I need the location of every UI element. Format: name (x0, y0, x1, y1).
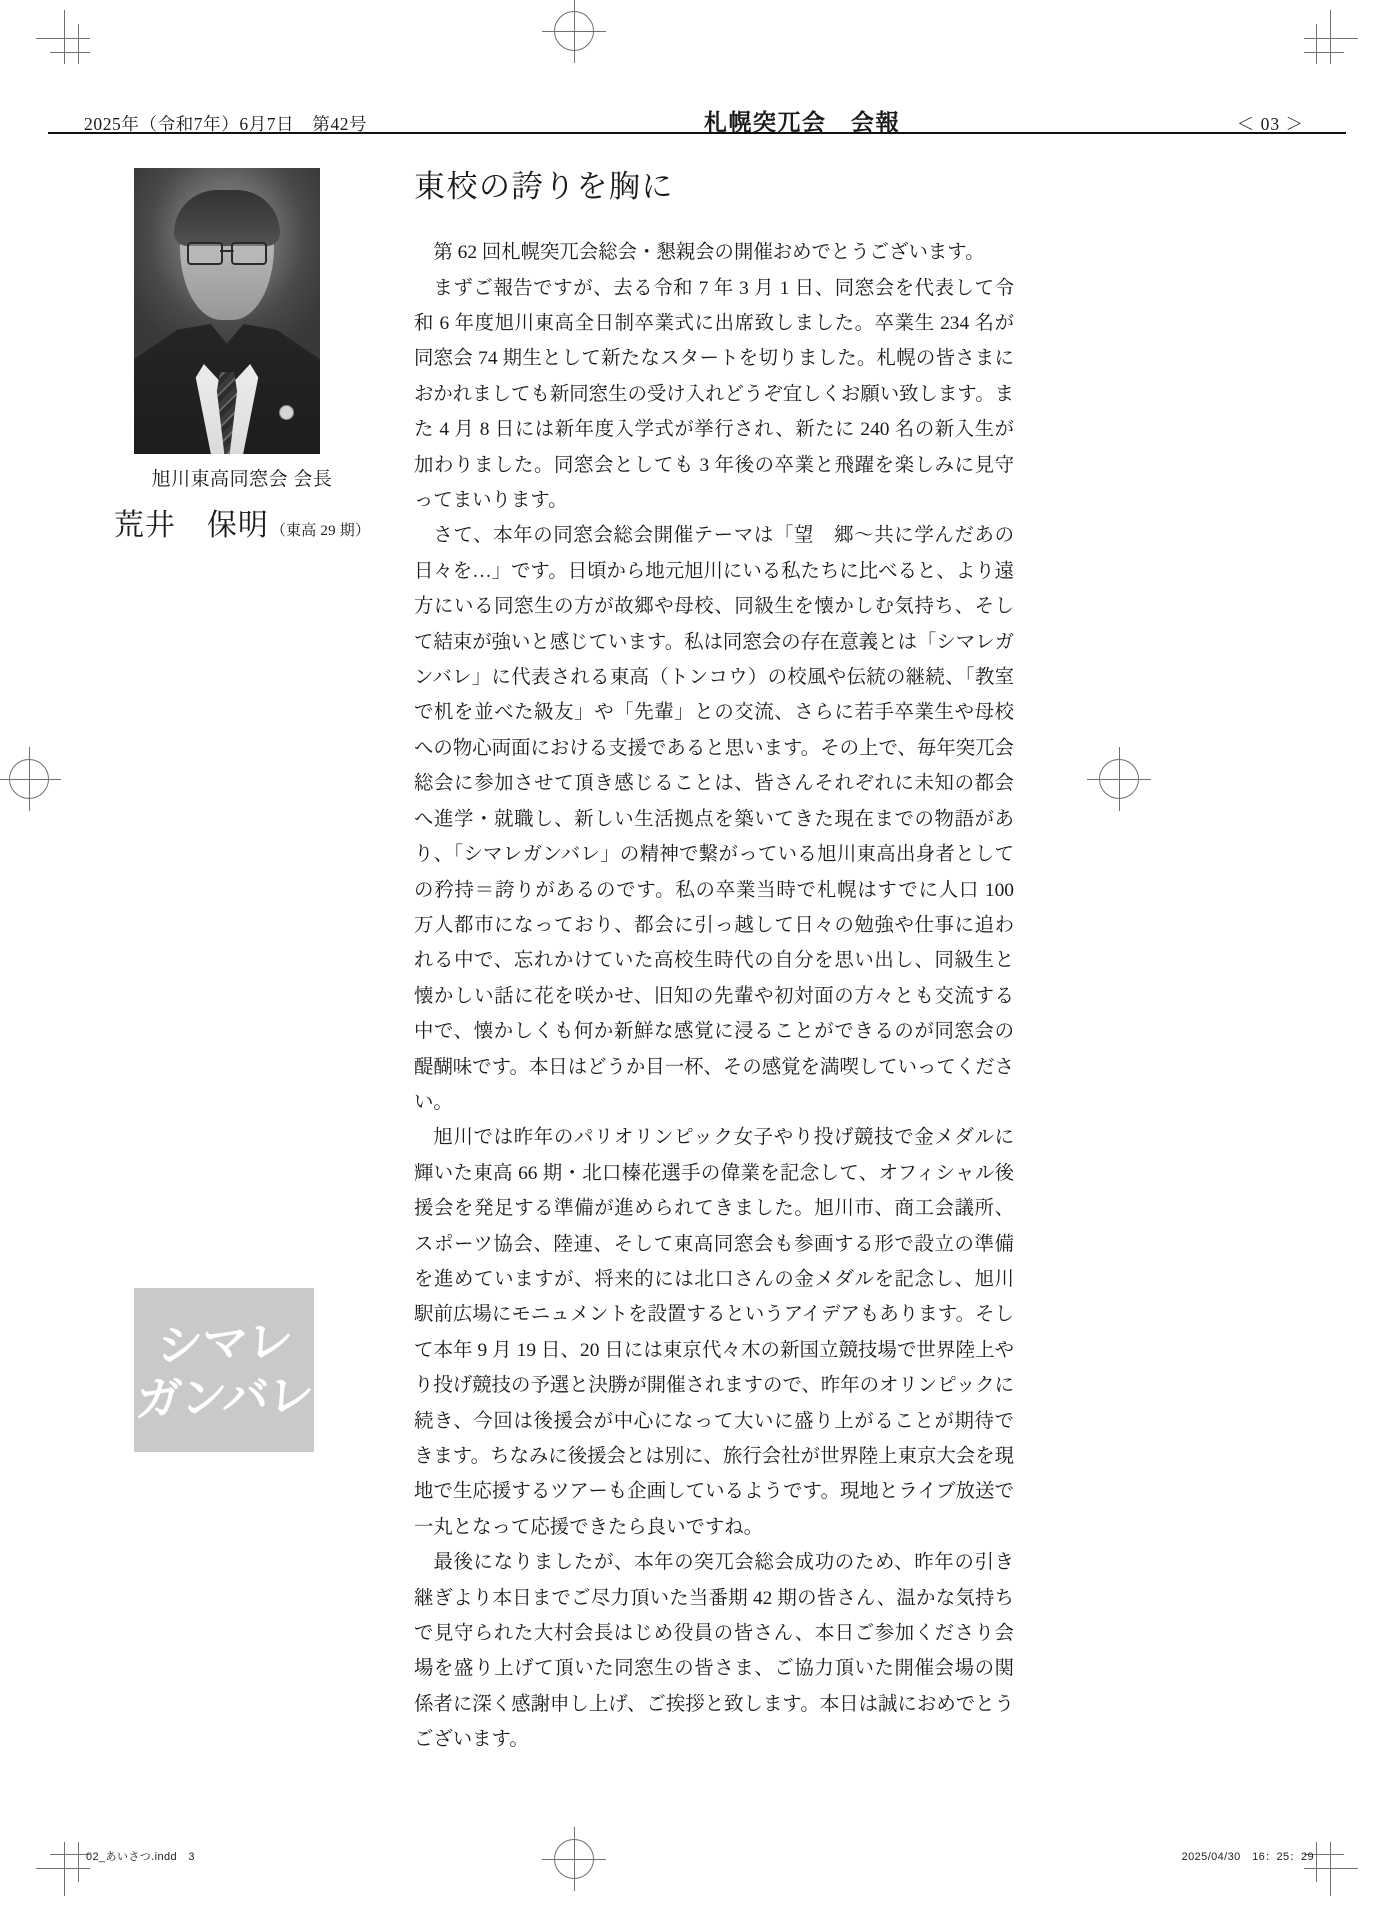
publication-title: 札幌突兀会 会報 (704, 110, 900, 136)
article-paragraph: 旭川では昨年のパリオリンピック女子やり投げ競技で金メダルに輝いた東高 66 期・北口榛花選手の偉業を記念して、オフィシャル後援会を発足する準備が進められてきました。旭川市、商工会議所、スポーツ協会、陸連、そして東高同窓会も参画する形で設立の準備を進めていますが、将来的には北口さんの金メダルを記念し、旭川駅前広場にモニュメントを設置するというアイデアもあります。そして本年 9 月 19 日、20 日には東京代々木の新国立競技場で世界陸上やり投げ競技の予選と決勝が開催されますので、昨年のオリンピックに続き、今回は後援会が中心になって大いに盛り上がることが期待できます。ちなみに後援会とは別に、旅行会社が世界陸上東京大会を現地で生応援するツアーも企画しているようです。現地とライブ放送で一丸となって応援できたら良いですね。 (414, 1127, 1014, 1538)
article-paragraph: まずご報告ですが、去る令和 7 年 3 月 1 日、同窓会を代表して令和 6 年度旭川東高全日制卒業式に出席致しました。卒業生 234 名が同窓会 74 期生として新たなスタートを切りました。札幌の皆さまにおかれましても新同窓生の受け入れどうぞ宜しくお願い致します。また 4 月 8 日には新年度入学式が挙行され、新たに 240 名の新入生が加わりました。同窓会としても 3 年後の卒業と飛躍を楽しみに見守ってまいります。 (414, 277, 1014, 512)
logo-line-1: シマレ (155, 1313, 293, 1373)
registration-mark-right (1096, 756, 1142, 802)
slug-filename: 02_あいさつ.indd 3 (86, 1851, 195, 1863)
article-title: 東校の誇りを胸に (414, 169, 674, 204)
portrait-glasses (187, 242, 267, 262)
header-divider (48, 132, 1346, 134)
logo-line-2: ガンバレ (134, 1367, 314, 1427)
page-number: ＜ 03 ＞ (1236, 114, 1304, 134)
registration-mark-left (6, 756, 52, 802)
caption-graduation-term: （東高 29 期） (270, 522, 371, 539)
issue-date: 2025年（令和7年）6月7日 第42号 (84, 114, 368, 134)
caption-name: 荒井 保明 (113, 508, 269, 542)
article-paragraph: さて、本年の同窓会総会開催テーマは「望 郷〜共に学んだあの日々を…」です。日頃から地元旭川にいる私たちに比べると、より遠方にいる同窓生の方が故郷や母校、同級生を懐かしむ気持ち、そして結束が強いと感じています。私は同窓会の存在意義とは「シマレガンバレ」に代表される東高（トンコウ）の校風や伝統の継続、「教室で机を並べた級友」や「先輩」との交流、さらに若手卒業生や母校への物心両面における支援であると思います。その上で、毎年突兀会総会に参加させて頂き感じることは、皆さんそれぞれに未知の都会へ進学・就職し、新しい生活拠点を築いてきた現在までの物語があり、「シマレガンバレ」の精神で繋がっている旭川東高出身者としての矜持＝誇りがあるのです。私の卒業当時で札幌はすでに人口 100 万人都市になっており、都会に引っ越して日々の勉強や仕事に追われる中で、忘れかけていた高校生時代の自分を思い出し、同級生と懐かしい話に花を咲かせ、旧知の先輩や初対面の方々とも交流する中で、懐かしくも何か新鮮な感覚に浸ることができるのが同窓会の醍醐味です。本日はどうか目一杯、その感覚を満喫していってください。 (414, 525, 1014, 1113)
article-paragraph: 最後になりましたが、本年の突兀会総会成功のため、昨年の引き継ぎより本日までご尽力頂いた当番期 42 期の皆さん、温かな気持ちで見守られた大村会長はじめ役員の皆さん、本日ご参加くださり会場を盛り上げて頂いた同窓生の皆さま、ご協力頂いた開催会場の関係者に深く感謝申し上げ、ご挨拶と致します。本日は誠におめでとうございます。 (414, 1552, 1014, 1751)
crop-mark-top-right (1304, 10, 1358, 64)
article-body (414, 235, 1014, 1757)
article (414, 168, 1014, 1758)
portrait-lapel-pin (279, 405, 294, 420)
slug-timestamp: 2025/04/30 16：25：29 (1181, 1851, 1314, 1863)
caption-organization: 旭川東高同窓会 会長 (151, 469, 333, 490)
crop-mark-top-left (36, 10, 90, 64)
shimare-ganbare-logo (134, 1288, 314, 1452)
article-paragraph: 第 62 回札幌突兀会総会・懇親会の開催おめでとうございます。 (433, 242, 985, 264)
portrait-hair (174, 190, 280, 246)
crop-mark-bottom-left (36, 1842, 90, 1896)
print-slug-footer (86, 1848, 1314, 1864)
logo-brush-text (134, 1288, 314, 1452)
portrait-caption (108, 466, 376, 547)
caption-name-row (108, 504, 376, 548)
author-portrait-photo (134, 168, 320, 454)
registration-mark-top (551, 8, 597, 54)
